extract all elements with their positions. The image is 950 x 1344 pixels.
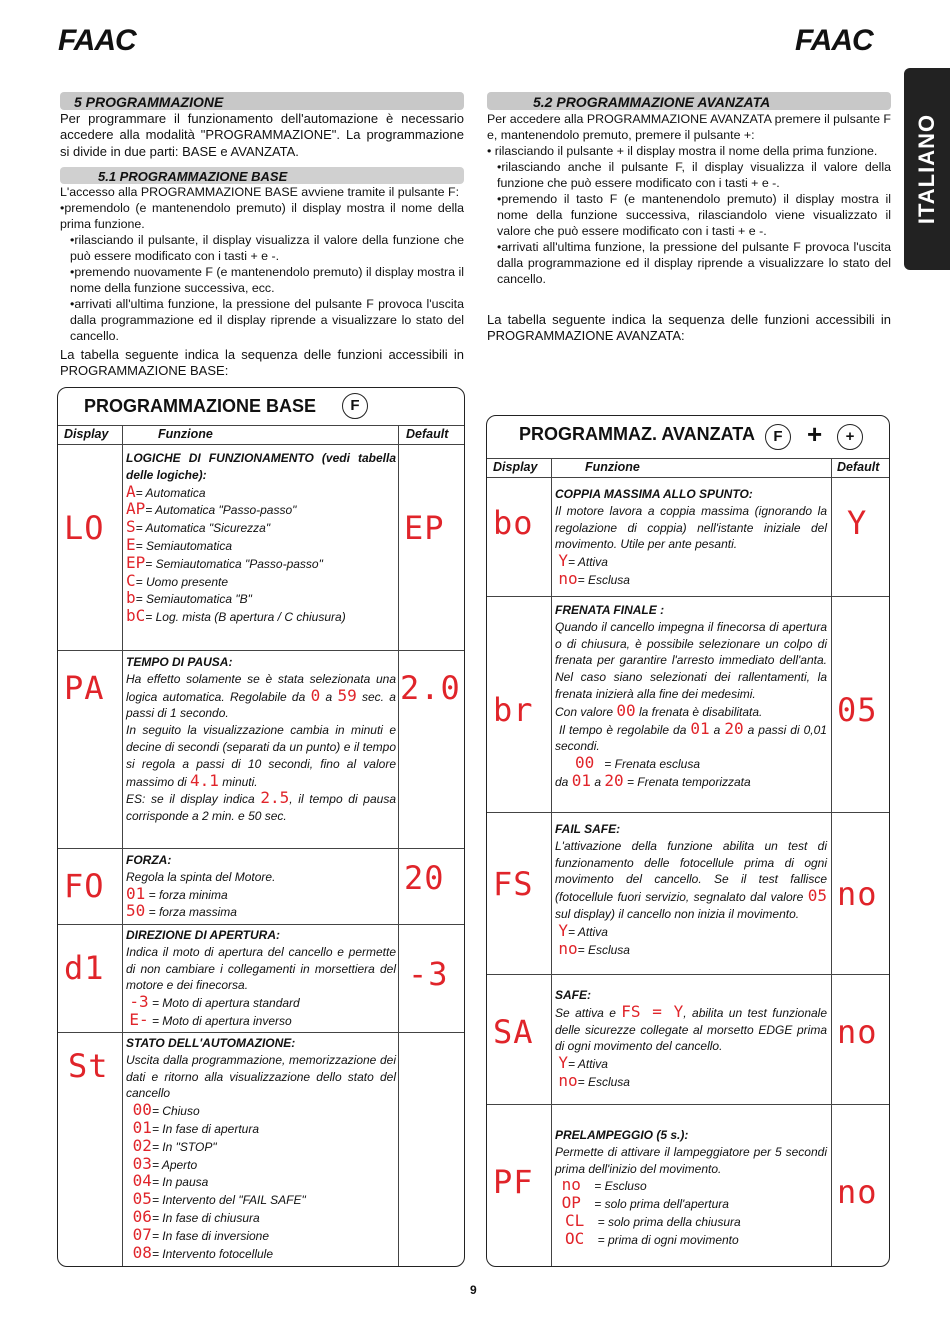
plus-key-icon: + bbox=[837, 424, 863, 450]
option: EP= Semiautomatica "Passo-passo" bbox=[126, 552, 323, 572]
table-row bbox=[487, 596, 889, 812]
col-function: Funzione bbox=[585, 460, 640, 474]
option: no = Escluso bbox=[561, 1175, 647, 1195]
adv-bullet-1: • rilasciando il pulsante + il display mostra il nome della prima funzione. bbox=[487, 144, 878, 158]
function-desc: DIREZIONE DI APERTURA: Indica il moto di apertura del cancello e permette di non cambiare i collegamenti in morsettiera del motore e dei finecorsa. -3 = Moto di apertura standard E- = Moto di apertura inverso bbox=[126, 928, 396, 1029]
adv-intro: Per accedere alla PROGRAMMAZIONE AVANZATA premere il pulsante F e, mantenendolo premuto, premere il pulsante +: bbox=[487, 112, 891, 142]
section-5-1-body bbox=[60, 184, 464, 344]
function-desc: PRELAMPEGGIO (5 s.): Permette di attivare il lampeggiatore per 5 secondi prima dell'inizio del movimento. no = Escluso OP = solo prima dell'apertura CL = solo prima della chiusura OC = prima di ogni movimento bbox=[555, 1128, 827, 1248]
bullet-2: •rilasciando il pulsante, il display visualizza il valore della funzione che può essere modificato con i tasti + e -. bbox=[70, 233, 464, 263]
option: bC= Log. mista (B apertura / C chiusura) bbox=[126, 606, 346, 626]
option: da 01 a 20 = Frenata temporizzata bbox=[555, 770, 751, 790]
function-title: LOGICHE DI FUNZIONAMENTO (vedi tabella delle logiche): bbox=[126, 451, 396, 482]
option: 06= In fase di chiusura bbox=[132, 1206, 260, 1226]
option: Y= Attiva bbox=[558, 1053, 608, 1073]
function-desc: STATO DELL'AUTOMAZIONE: Uscita dalla programmazione, memorizzazione dei dati e ritorno alla visualizzazione dello stato del cancello 00= Chiuso 01= In fase di apertura 02= In "STOP" 03= Aperto 04= In pausa 05= Intervento del "FAIL SAFE" 06= In fase di chiusura 07= In fase di inversione 08= Intervento fotocellule bbox=[126, 1036, 396, 1262]
table-base-title: PROGRAMMAZIONE BASE bbox=[84, 396, 317, 416]
language-tab bbox=[904, 68, 950, 270]
function-title: FRENATA FINALE : bbox=[555, 603, 665, 617]
default-code: Y bbox=[847, 504, 868, 542]
default-code: -3 bbox=[408, 955, 449, 993]
function-title: DIREZIONE DI APERTURA: bbox=[126, 928, 281, 942]
language-tab-label: ITALIANO bbox=[914, 113, 939, 225]
table-adv-title: PROGRAMMAZ. AVANZATA bbox=[519, 424, 755, 444]
option: 04= In pausa bbox=[132, 1171, 209, 1191]
default-code: no bbox=[837, 875, 878, 913]
f-key-icon: F bbox=[342, 393, 368, 419]
option: 50 = forza massima bbox=[126, 901, 237, 921]
bullet-3: •premendo nuovamente F (e mantenendolo premuto) il display mostra il nome della funzione successiva, ecc. bbox=[70, 265, 464, 295]
adv-bullet-4: •arrivati all'ultima funzione, la pressione del pulsante F provoca l'uscita dalla programmazione ed il display riprende a visualizzare lo stato del cancello. bbox=[497, 240, 891, 286]
option: A= Automatica bbox=[126, 481, 206, 501]
function-title: FORZA: bbox=[126, 853, 172, 867]
table-row bbox=[487, 1104, 889, 1267]
display-code: SA bbox=[493, 1013, 534, 1051]
option: 01= In fase di apertura bbox=[132, 1117, 260, 1137]
adv-bullet-2: •rilasciando anche il pulsante F, il display visualizza il valore della funzione che può essere modificato con i tasti + e -. bbox=[497, 160, 891, 190]
f-key-icon: F bbox=[765, 424, 791, 450]
option: 08= Intervento fotocellule bbox=[132, 1242, 274, 1262]
option: AP= Automatica "Passo-passo" bbox=[126, 499, 297, 519]
option: OP = solo prima dell'apertura bbox=[561, 1193, 729, 1213]
default-code: 2.0 bbox=[400, 669, 461, 707]
col-display: Display bbox=[493, 460, 538, 474]
display-code: LO bbox=[64, 509, 105, 547]
table-programmazione-base bbox=[57, 387, 465, 1267]
section-5-1-intro: L'accesso alla PROGRAMMAZIONE BASE avviene tramite il pulsante F: bbox=[60, 185, 460, 199]
option: no= Esclusa bbox=[558, 938, 630, 958]
option: 01 = forza minima bbox=[126, 883, 228, 903]
function-desc: FAIL SAFE: L'attivazione della funzione abilita un test di funzionamento delle fotocellule prima di ogni movimento del cancello. Se il test fallisce (fotocellule fuori servizio, segnalato dal valore 05 sul display) il cancello non inizia il movimento. Y= Attiva no= Esclusa bbox=[555, 822, 827, 958]
option: 00 = Frenata esclusa bbox=[575, 753, 701, 773]
section-5-1-outro: La tabella seguente indica la sequenza delle funzioni accessibili in PROGRAMMAZIONE BASE: bbox=[60, 347, 464, 379]
table-row bbox=[487, 974, 889, 1104]
default-code: 20 bbox=[404, 859, 445, 897]
section-5-1-title: 5.1 PROGRAMMAZIONE BASE bbox=[60, 167, 464, 184]
option: OC = prima di ogni movimento bbox=[565, 1228, 739, 1248]
display-code: FS bbox=[493, 865, 534, 903]
function-title: STATO DELL'AUTOMAZIONE: bbox=[126, 1036, 296, 1050]
display-code: bo bbox=[493, 504, 534, 542]
function-desc: FRENATA FINALE : Quando il cancello impegna il finecorsa di apertura o di chiusura, è possibile selezionare un colpo di frenata per garantire l'arresto immediato dell'anta. Nel caso siano selezionati dei rallentamenti, la frenata inizierà alla fine dei medesimi. Con valore 00 la frenata è disabilitata. Il tempo è regolabile da 01 a 20 a passi di 0,01 secondi. 00 = Frenata esclusa da 01 a 20 = Frenata temporizzata bbox=[555, 603, 827, 790]
table-row bbox=[58, 444, 464, 650]
col-display: Display bbox=[64, 427, 109, 441]
option: CL = solo prima della chiusura bbox=[565, 1210, 741, 1230]
option: 02= In "STOP" bbox=[132, 1135, 217, 1155]
col-function: Funzione bbox=[158, 427, 213, 441]
function-desc: FORZA: Regola la spinta del Motore. 01 = forza minima 50 = forza massima bbox=[126, 852, 396, 921]
function-desc: COPPIA MASSIMA ALLO SPUNTO: Il motore lavora a coppia massima (ignorando la regolazione di coppia) nell'istante iniziale del movimento. Utile per ante pesanti. Y= Attiva no= Esclusa bbox=[555, 487, 827, 588]
col-default: Default bbox=[837, 460, 880, 474]
table-base-header bbox=[58, 425, 464, 443]
option: 03= Aperto bbox=[132, 1153, 198, 1173]
bullet-4: •arrivati all'ultima funzione, la pressione del pulsante F provoca l'uscita dalla programmazione ed il display riprende a visualizzare lo stato del cancello. bbox=[70, 297, 464, 343]
table-adv-header bbox=[487, 458, 889, 476]
function-desc: SAFE: Se attiva e FS = Y, abilita un test funzionale delle sicurezze collegate al morsetto EDGE prima di ogni movimento del cancello. Y= Attiva no= Esclusa bbox=[555, 988, 828, 1090]
adv-bullet-3: •premendo il tasto F (e mantenendolo premuto) il display mostra il nome della funzione successiva, rilasciandolo viene visualizzato il valore che può essere modificato con i tasti + e -. bbox=[497, 192, 891, 238]
default-code: no bbox=[837, 1013, 878, 1051]
page-number: 9 bbox=[470, 1283, 477, 1297]
faac-logo-right: FAAC bbox=[795, 24, 873, 57]
function-desc bbox=[126, 450, 396, 626]
option: 07= In fase di inversione bbox=[132, 1224, 270, 1244]
default-code: 05 bbox=[837, 691, 878, 729]
section-5-title: 5 PROGRAMMAZIONE bbox=[60, 92, 464, 110]
option: b= Semiautomatica "B" bbox=[126, 588, 252, 608]
option: C= Uomo presente bbox=[126, 570, 229, 590]
table-row bbox=[58, 924, 464, 1032]
option: -3 = Moto di apertura standard bbox=[129, 992, 300, 1012]
display-code: d1 bbox=[64, 949, 105, 987]
table-programmazione-avanzata bbox=[486, 415, 890, 1267]
table-row bbox=[487, 477, 889, 596]
display-code: PF bbox=[493, 1163, 534, 1201]
section-5-2-body bbox=[487, 111, 891, 287]
default-code: EP bbox=[404, 509, 445, 547]
option: no= Esclusa bbox=[558, 568, 630, 588]
faac-logo: FAAC bbox=[58, 24, 136, 57]
function-title: TEMPO DI PAUSA: bbox=[126, 655, 233, 669]
function-desc: TEMPO DI PAUSA: Ha effetto solamente se è stata selezionata una logica automatica. Regolabile da 0 a 59 sec. a passi di 1 secondo. In seguito la visualizzazione cambia in minuti e decine di secondi (separati da un punto) e il tempo si regola a passi di 10 secondi, fino al valore massimo di 4.1 minuti. ES: se il display indica 2.5, il tempo di pausa corrisponde a 2 min. e 50 sec. bbox=[126, 655, 397, 824]
table-row bbox=[58, 848, 464, 924]
option: Y= Attiva bbox=[558, 551, 608, 571]
section-5-intro: Per programmare il funzionamento dell'automazione è necessario accedere alla modalità "PROGRAMMAZIONE". La programmazione si divide in due parti: BASE e AVANZATA. bbox=[60, 111, 464, 159]
option: 05= Intervento del "FAIL SAFE" bbox=[132, 1189, 306, 1209]
section-5-2-outro: La tabella seguente indica la sequenza delle funzioni accessibili in PROGRAMMAZIONE AVANZATA: bbox=[487, 312, 891, 344]
col-default: Default bbox=[406, 427, 449, 441]
option: no= Esclusa bbox=[558, 1070, 630, 1090]
display-code: FO bbox=[64, 867, 105, 905]
function-title: PRELAMPEGGIO (5 s.): bbox=[555, 1128, 689, 1142]
default-code: no bbox=[837, 1173, 878, 1211]
option: S= Automatica "Sicurezza" bbox=[126, 517, 271, 537]
option: E= Semiautomatica bbox=[126, 534, 233, 554]
table-row bbox=[487, 812, 889, 974]
display-code: PA bbox=[64, 669, 105, 707]
display-code: St bbox=[68, 1047, 109, 1085]
option: 00= Chiuso bbox=[132, 1100, 200, 1120]
function-title: SAFE: bbox=[555, 988, 591, 1002]
option: Y= Attiva bbox=[558, 920, 608, 940]
function-title: FAIL SAFE: bbox=[555, 822, 621, 836]
display-code: br bbox=[493, 691, 534, 729]
function-title: COPPIA MASSIMA ALLO SPUNTO: bbox=[555, 487, 753, 501]
bullet-1: •premendolo (e mantenendolo premuto) il display mostra il nome della prima funzione. bbox=[60, 201, 464, 231]
table-row bbox=[58, 1032, 464, 1267]
section-5-2-title: 5.2 PROGRAMMAZIONE AVANZATA bbox=[487, 92, 891, 110]
table-row bbox=[58, 650, 464, 848]
plus-icon: + bbox=[807, 419, 823, 449]
option: E- = Moto di apertura inverso bbox=[129, 1009, 292, 1029]
